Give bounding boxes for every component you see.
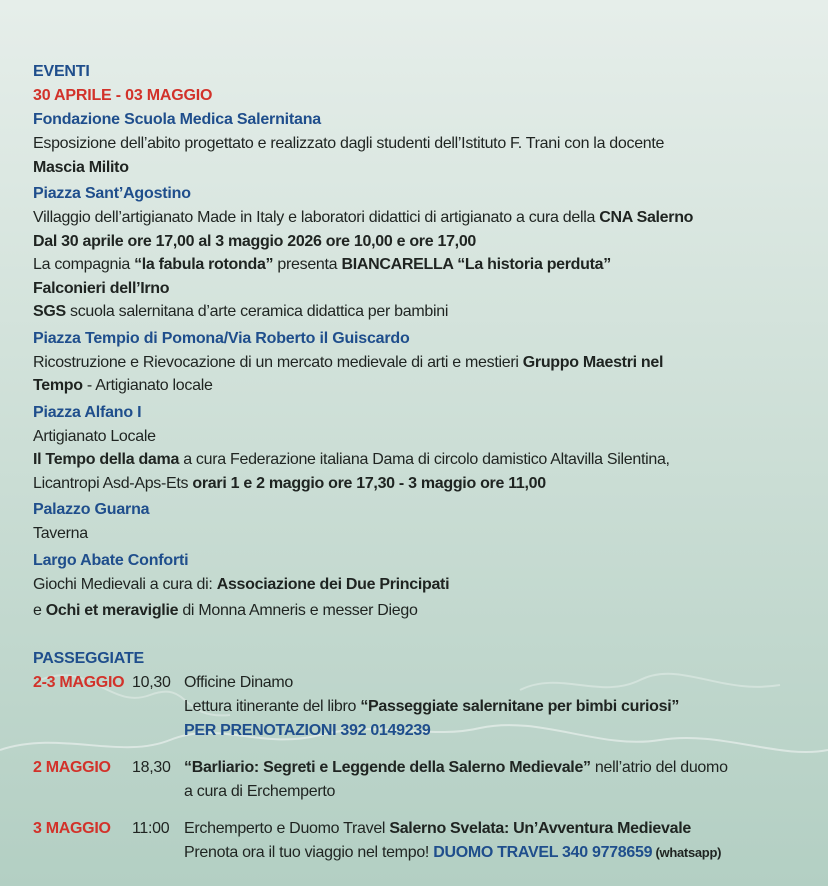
venue-line: Artigianato Locale [33,427,156,445]
venue-line: Dal 30 aprile ore 17,00 al 3 maggio 2026 ore 10,00 e ore 17,00 [33,232,477,250]
venue-line: SGS scuola salernitana d’arte ceramica didattica per bambini [33,303,449,320]
section-title-passeggiate: PASSEGGIATE [33,649,145,667]
walk-list [33,671,818,865]
venue-title: Fondazione Scuola Medica Salernitana [33,111,321,128]
walk-item [33,817,818,865]
walk-line: Erchemperto e Duomo Travel Salerno Svelata: Un’Avventura Medievale [184,819,691,837]
walk-date: 2-3 MAGGIO [33,673,125,691]
walk-line: “Barliario: Segreti e Leggende della Salerno Medievale” nell’atrio del duomo [184,758,728,776]
venue-line: e Ochi et meraviglie di Monna Amneris e messer Diego [33,602,418,619]
venue-line: Taverna [33,525,88,542]
walk-time: 18,30 [132,758,171,776]
walk-line: Lettura itinerante del libro “Passeggiate salernitane per bimbi curiosi” [184,697,680,715]
venue-line: Giochi Medievali a cura di: Associazione dei Due Principati [33,575,450,593]
venue-line: Ricostruzione e Rievocazione di un mercato medievale di arti e mestieri Gruppo Maestri nel [33,353,664,371]
program-document [33,60,818,865]
venue-line: Falconieri dell’Irno [33,279,170,297]
walk-time: 11:00 [132,819,170,837]
walk-item [33,756,818,804]
venue-title: Palazzo Guarna [33,501,150,518]
walk-booking-phone: DUOMO TRAVEL 340 9778659 [433,843,653,861]
venue-title: Largo Abate Conforti [33,551,189,569]
venue-line: Villaggio dell’artigianato Made in Italy e laboratori didattici di artigianato a cura della CNA Salerno [33,209,694,226]
walk-time: 10,30 [132,673,171,691]
walk-date: 2 MAGGIO [33,758,111,776]
venue-title: Piazza Tempio di Pomona/Via Roberto il Guiscardo [33,329,410,347]
walk-line: a cura di Erchemperto [184,782,336,800]
venue-line: La compagnia “la fabula rotonda” presenta BIANCARELLA “La historia perduta” [33,256,611,273]
venue-line: Il Tempo della dama a cura Federazione italiana Dama di circolo damistico Altavilla Silentina, [33,451,670,468]
walk-line: Officine Dinamo [184,673,294,691]
venue-line: Licantropi Asd-Aps-Ets orari 1 e 2 maggio ore 17,30 - 3 maggio ore 11,00 [33,474,546,492]
walk-booking-phone: PER PRENOTAZIONI 392 0149239 [184,721,431,739]
eventi-dates: 30 APRILE - 03 MAGGIO [33,87,213,104]
venue-line: Mascia Milito [33,158,129,176]
walk-date: 3 MAGGIO [33,819,111,837]
venue-line: Esposizione dell’abito progettato e realizzato dagli studenti dell’Istituto F. Trani con la docente [33,135,665,152]
venue-title: Piazza Sant’Agostino [33,185,191,202]
walk-line: Prenota ora il tuo viaggio nel tempo! DUOMO TRAVEL 340 9778659 (whatsapp) [184,843,722,861]
walk-item [33,671,818,743]
venue-line: Tempo - Artigianato locale [33,377,213,394]
venue-title: Piazza Alfano I [33,403,142,421]
section-title-eventi: EVENTI [33,63,90,80]
